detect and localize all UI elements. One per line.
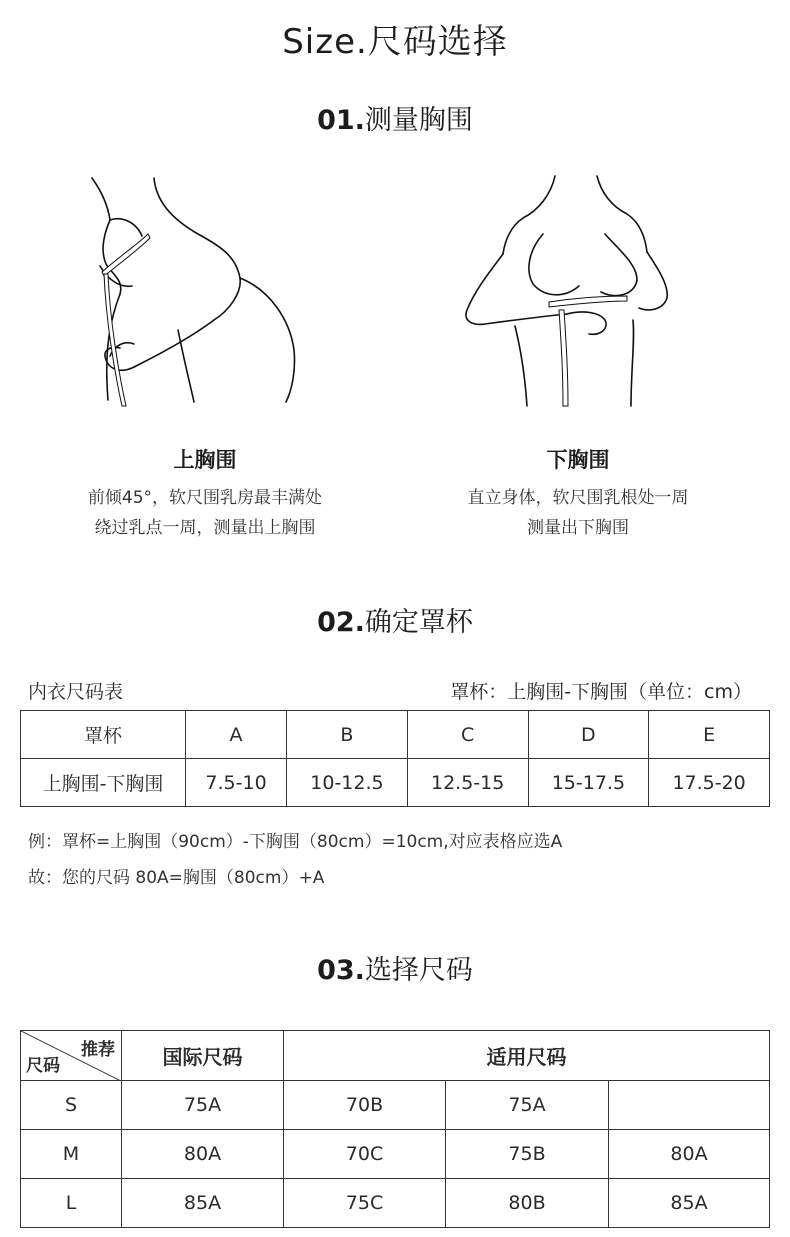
cup-table-cell: 12.5-15 <box>407 759 528 807</box>
cup-table-header-cell: B <box>287 711 408 759</box>
example-note-1: 例：罩杯=上胸围（90cm）-下胸围（80cm）=10cm,对应表格应选A <box>28 832 563 852</box>
fit-size-cell: 80A <box>609 1130 770 1179</box>
section-1-heading: 测量胸围 <box>364 105 473 136</box>
size-table-row <box>21 1179 770 1228</box>
intl-size-cell: 80A <box>122 1130 284 1179</box>
cup-table-header-cell: E <box>649 711 770 759</box>
intl-size-header: 国际尺码 <box>122 1031 284 1081</box>
cup-table-cell: 10-12.5 <box>287 759 408 807</box>
cup-table-header-cell: A <box>186 711 287 759</box>
cup-table-header-cell: D <box>528 711 649 759</box>
size-table-row <box>21 1130 770 1179</box>
corner-top-label: 推荐 <box>81 1040 115 1060</box>
fit-size-cell: 85A <box>609 1179 770 1228</box>
size-recommend-table <box>20 1030 770 1228</box>
example-note-2: 故：您的尺码 80A=胸围（80cm）+A <box>28 868 325 888</box>
cup-table-title: 内衣尺码表 <box>28 681 124 703</box>
cup-table-cell: 15-17.5 <box>528 759 649 807</box>
fit-size-cell: 80B <box>446 1179 609 1228</box>
intl-size-cell: 75A <box>122 1081 284 1130</box>
lower-bust-desc-1: 直立身体，软尺围乳根处一周 <box>467 488 689 508</box>
size-cell: M <box>21 1130 122 1179</box>
section-3-number: 03. <box>317 955 365 986</box>
size-table-header-row <box>21 1031 770 1081</box>
fit-size-cell: 70B <box>284 1081 446 1130</box>
size-cell: L <box>21 1179 122 1228</box>
upper-bust-desc-1: 前倾45°，软尺围乳房最丰满处 <box>87 488 323 508</box>
size-cell: S <box>21 1081 122 1130</box>
upper-bust-illustration <box>80 170 310 410</box>
lower-bust-desc-2: 测量出下胸围 <box>527 518 629 538</box>
section-2-title <box>0 600 790 639</box>
corner-bottom-label: 尺码 <box>26 1056 60 1076</box>
fit-size-cell <box>609 1081 770 1130</box>
fit-size-cell: 75A <box>446 1081 609 1130</box>
section-1-title <box>0 98 790 137</box>
cup-table-cell: 17.5-20 <box>649 759 770 807</box>
section-3-title <box>0 948 790 987</box>
size-table-row <box>21 1081 770 1130</box>
upper-bust-desc-2: 绕过乳点一周，测量出上胸围 <box>94 518 316 538</box>
upper-bust-label: 上胸围 <box>173 448 237 472</box>
cup-table-header-row <box>21 711 770 759</box>
cup-size-table <box>20 710 770 807</box>
cup-table-row <box>21 759 770 807</box>
cup-table-header-cell: 罩杯 <box>21 711 186 759</box>
fit-size-cell: 75B <box>446 1130 609 1179</box>
cup-table-header-cell: C <box>407 711 528 759</box>
fit-size-cell: 70C <box>284 1130 446 1179</box>
lower-bust-label: 下胸围 <box>546 448 610 472</box>
fit-size-cell: 75C <box>284 1179 446 1228</box>
section-3-heading: 选择尺码 <box>364 955 473 986</box>
page-title: Size.尺码选择 <box>282 22 508 62</box>
size-table-corner-cell <box>21 1031 122 1081</box>
cup-table-cell: 上胸围-下胸围 <box>21 759 186 807</box>
intl-size-cell: 85A <box>122 1179 284 1228</box>
cup-table-unit: 罩杯：上胸围-下胸围（单位：cm） <box>450 681 752 703</box>
fit-size-header: 适用尺码 <box>284 1031 770 1081</box>
section-2-heading: 确定罩杯 <box>364 607 473 638</box>
section-2-number: 02. <box>317 607 365 638</box>
lower-bust-illustration <box>455 170 685 410</box>
cup-table-cell: 7.5-10 <box>186 759 287 807</box>
section-1-number: 01. <box>317 105 365 136</box>
